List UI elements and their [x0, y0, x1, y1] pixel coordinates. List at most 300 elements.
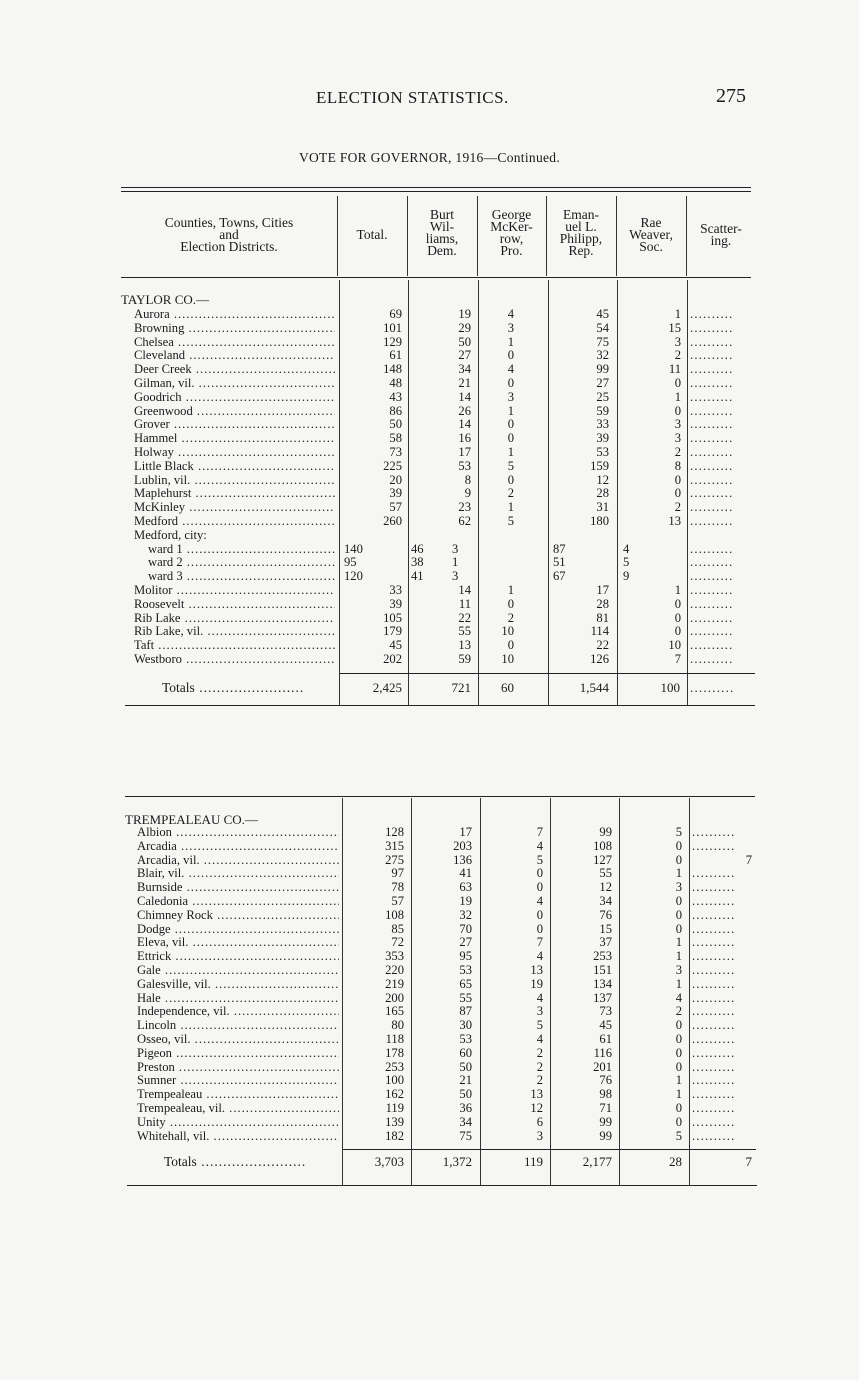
cell-weaver: 1: [675, 935, 682, 950]
cell-total: 33: [389, 583, 402, 597]
table-row: [0, 1061, 859, 1075]
cell-total: 253: [385, 1059, 404, 1074]
cell-williams: 16: [458, 431, 471, 446]
cell-williams: 41: [411, 569, 424, 584]
cell-total: 45: [389, 638, 402, 653]
cell-weaver: 0: [675, 894, 682, 908]
cell-scattering-dots: [692, 909, 752, 923]
district-name: Holway .....: [134, 446, 335, 460]
table-row: [0, 923, 859, 937]
cell-weaver: 2: [675, 1004, 682, 1019]
column-header-williams: [407, 209, 477, 257]
cell-williams: 11: [458, 596, 471, 611]
cell-philipp: 45: [599, 1018, 612, 1033]
cell-weaver: 0: [675, 838, 682, 853]
cell-total: 260: [383, 514, 402, 528]
cell-scattering-dots: [690, 460, 755, 474]
cell-weaver: 0: [675, 1059, 682, 1074]
cell-total: 178: [385, 1045, 404, 1060]
cell-mckerrow: 4: [536, 894, 543, 908]
cell-weaver: 2: [674, 500, 681, 515]
district-name: Grover .....: [134, 418, 335, 432]
cell-mckerrow: 1: [452, 555, 459, 570]
cell-weaver: 0: [675, 1101, 682, 1115]
table-row: [0, 322, 859, 336]
cell-williams: 46: [411, 541, 424, 556]
cell-scattering-dots: [692, 1074, 752, 1088]
taylor-totals-rule: [340, 673, 755, 674]
totals-row: [0, 681, 859, 695]
cell-mckerrow: 2: [536, 1059, 543, 1074]
cell-williams: 30: [459, 1018, 472, 1033]
table-row: [0, 584, 859, 598]
cell-weaver: 1: [675, 976, 682, 991]
district-name: Molitor .....: [134, 584, 335, 598]
cell-philipp: 27: [596, 376, 609, 390]
cell-weaver: 1: [674, 389, 681, 404]
cell-total: 57: [391, 894, 404, 908]
cell-weaver: 2: [674, 445, 681, 459]
cell-williams: 65: [459, 976, 472, 991]
cell-weaver: 4: [675, 990, 682, 1005]
cell-williams: 21: [459, 1073, 472, 1088]
table-row: [0, 501, 859, 515]
cell-total: 101: [383, 320, 402, 335]
cell-total: 61: [389, 348, 402, 363]
cell-scattering-dots: [690, 336, 755, 350]
cell-philipp: 81: [596, 610, 609, 625]
cell-total: 200: [385, 990, 404, 1005]
district-name: Cleveland .....: [134, 349, 335, 363]
cell-philipp: 151: [593, 963, 612, 977]
cell-weaver: 0: [675, 852, 682, 867]
cell-scattering-dots: [690, 570, 755, 584]
cell-weaver: 0: [675, 1018, 682, 1033]
cell-scattering-dots: [690, 446, 755, 460]
cell-weaver: 1: [674, 307, 681, 321]
cell-williams: 13: [458, 638, 471, 653]
cell-mckerrow: 60: [501, 680, 514, 695]
cell-mckerrow: 19: [530, 976, 543, 991]
cell-weaver: 0: [674, 486, 681, 501]
totals-label: Totals .....: [162, 681, 304, 695]
cell-williams: 50: [459, 1059, 472, 1074]
cell-williams: 41: [459, 866, 472, 881]
cell-mckerrow: 0: [536, 880, 543, 895]
cell-philipp: 15: [599, 921, 612, 936]
cell-total: 140: [344, 541, 363, 556]
column-header-mckerrow: [477, 209, 546, 257]
cell-scattering-dots: [692, 1130, 752, 1144]
cell-philipp: 31: [596, 500, 609, 515]
cell-philipp: 28: [596, 486, 609, 501]
cell-mckerrow: 7: [536, 825, 543, 839]
cell-mckerrow: 3: [536, 1004, 543, 1019]
table-row: [0, 336, 859, 350]
cell-williams: 87: [459, 1004, 472, 1019]
col-divider: [478, 280, 479, 706]
cell-williams: 14: [458, 417, 471, 432]
cell-weaver: 0: [674, 403, 681, 418]
column-header-weaver: [616, 217, 686, 253]
cell-scattering-dots: [692, 1088, 752, 1102]
district-name: Arcadia .....: [137, 840, 339, 854]
cell-mckerrow: 4: [536, 990, 543, 1005]
cell-total: 105: [383, 610, 402, 625]
cell-weaver: 0: [674, 376, 681, 390]
table-row: [0, 936, 859, 950]
top-rule: [121, 187, 751, 188]
cell-mckerrow: 4: [536, 1032, 543, 1046]
header-line: ing.: [710, 233, 732, 248]
totals-row: [0, 1155, 859, 1169]
cell-total: 220: [385, 963, 404, 977]
cell-scattering-dots: [692, 923, 752, 937]
cell-philipp: 201: [593, 1059, 612, 1074]
district-name: Albion .....: [137, 826, 339, 840]
col-divider: [342, 798, 343, 1185]
cell-mckerrow: 1: [507, 583, 514, 597]
district-name: Hammel .....: [134, 432, 335, 446]
cell-philipp: 116: [593, 1045, 612, 1060]
district-name: Westboro .....: [134, 653, 335, 667]
district-name: Rib Lake, vil. .....: [134, 625, 335, 639]
cell-mckerrow: 2: [536, 1045, 543, 1060]
cell-scattering-dots: [692, 950, 752, 964]
cell-williams: 50: [458, 334, 471, 349]
col-divider: [687, 280, 688, 706]
table-row: [0, 446, 859, 460]
header-line: Election Districts.: [180, 239, 278, 254]
cell-total: 73: [389, 445, 402, 459]
cell-mckerrow: 6: [536, 1114, 543, 1129]
table-row: [0, 363, 859, 377]
district-name: Independence, vil. .....: [137, 1005, 339, 1019]
cell-scattering-dots: [692, 895, 752, 909]
district-name: Burnside .....: [137, 881, 339, 895]
district-name: Deer Creek .....: [134, 363, 335, 377]
cell-weaver: 9: [623, 569, 630, 584]
cell-mckerrow: 1: [507, 403, 514, 418]
district-name: ward 3 .....: [148, 570, 335, 584]
cell-weaver: 0: [674, 472, 681, 487]
cell-total: 225: [383, 458, 402, 473]
table-caption: VOTE FOR GOVERNOR, 1916—Continued.: [298, 150, 561, 165]
cell-philipp: 76: [599, 1073, 612, 1088]
cell-total: 100: [385, 1073, 404, 1088]
cell-weaver: 0: [675, 1045, 682, 1060]
cell-philipp: 51: [553, 555, 566, 570]
district-name: Maplehurst .....: [134, 487, 335, 501]
cell-mckerrow: 1: [507, 334, 514, 349]
cell-weaver: 0: [675, 907, 682, 922]
cell-mckerrow: 0: [507, 417, 514, 432]
cell-weaver: 3: [674, 417, 681, 432]
cell-williams: 203: [453, 838, 472, 853]
header-line: Scatter-: [700, 221, 742, 236]
cell-scattering-dots: [692, 936, 752, 950]
cell-philipp: 180: [590, 514, 609, 528]
row-label: Medford, city:: [134, 527, 207, 542]
cell-philipp: 126: [590, 652, 609, 666]
cell-philipp: 33: [596, 417, 609, 432]
cell-total: 80: [391, 1018, 404, 1033]
table-row: [0, 1047, 859, 1061]
cell-philipp: 87: [553, 541, 566, 556]
col-divider: [339, 280, 340, 706]
cell-weaver: 1: [674, 583, 681, 597]
cell-scattering-dots: [690, 653, 755, 667]
district-name: Lublin, vil. .....: [134, 474, 335, 488]
cell-philipp: 108: [593, 838, 612, 853]
cell-weaver: 1: [675, 1073, 682, 1088]
cell-mckerrow: 0: [507, 431, 514, 446]
header-line: Counties, Towns, Cities: [164, 215, 294, 230]
cell-mckerrow: 10: [501, 624, 514, 639]
cell-scattering: 7: [745, 1154, 752, 1169]
cell-scattering-dots: [690, 625, 755, 639]
district-name: Blair, vil. .....: [137, 867, 339, 881]
cell-philipp: 99: [599, 1114, 612, 1129]
cell-williams: 62: [458, 514, 471, 528]
cell-weaver: 3: [675, 963, 682, 977]
cell-weaver: 3: [674, 334, 681, 349]
cell-total: 97: [391, 866, 404, 881]
header-line: Rep.: [568, 243, 594, 258]
table-row: [0, 1130, 859, 1144]
table-row: [0, 840, 859, 854]
cell-mckerrow: 0: [536, 921, 543, 936]
cell-total: 353: [385, 949, 404, 964]
cell-total: 120: [344, 569, 363, 584]
cell-scattering-dots: [690, 349, 755, 363]
cell-scattering-dots: [692, 1019, 752, 1033]
cell-mckerrow: 5: [536, 1018, 543, 1033]
cell-scattering-dots: [692, 992, 752, 1006]
cell-philipp: 22: [596, 638, 609, 653]
district-name: Preston .....: [137, 1061, 339, 1075]
district-name: Eleva, vil. .....: [137, 936, 339, 950]
district-name: Caledonia .....: [137, 895, 339, 909]
cell-total: 275: [385, 852, 404, 867]
district-name: Arcadia, vil. .....: [137, 854, 339, 868]
cell-mckerrow: 0: [536, 866, 543, 881]
cell-williams: 8: [464, 472, 471, 487]
cell-williams: 53: [459, 1032, 472, 1046]
table-row: [0, 474, 859, 488]
cell-weaver: 5: [675, 825, 682, 839]
header-line: and: [219, 227, 239, 242]
cell-scattering-dots: [692, 826, 752, 840]
cell-philipp: 159: [590, 458, 609, 473]
cell-philipp: 17: [596, 583, 609, 597]
cell-total: 39: [389, 596, 402, 611]
district-name: Galesville, vil. .....: [137, 978, 339, 992]
cell-philipp: 37: [599, 935, 612, 950]
district-name: Browning .....: [134, 322, 335, 336]
district-name: Unity .....: [137, 1116, 339, 1130]
col-divider: [408, 280, 409, 706]
cell-philipp: 12: [596, 472, 609, 487]
cell-weaver: 5: [623, 555, 630, 570]
cell-weaver: 11: [668, 362, 681, 377]
cell-mckerrow: 2: [507, 486, 514, 501]
cell-weaver: 15: [668, 320, 681, 335]
district-name: Osseo, vil. .....: [137, 1033, 339, 1047]
top-rule-2: [121, 191, 751, 192]
table-row: [0, 308, 859, 322]
cell-weaver: 1: [675, 866, 682, 881]
header-rule: [121, 277, 751, 278]
cell-mckerrow: 13: [530, 963, 543, 977]
cell-weaver: 28: [669, 1154, 682, 1169]
cell-philipp: 12: [599, 880, 612, 895]
cell-scattering-dots: [690, 598, 755, 612]
district-name: Hale .....: [137, 992, 339, 1006]
cell-philipp: 73: [599, 1004, 612, 1019]
cell-philipp: 34: [599, 894, 612, 908]
table-row: [0, 854, 859, 868]
header-line: Pro.: [500, 243, 523, 258]
cell-total: 162: [385, 1087, 404, 1102]
totals-label: Totals .....: [164, 1155, 306, 1169]
cell-mckerrow: 7: [536, 935, 543, 950]
cell-philipp: 61: [599, 1032, 612, 1046]
cell-williams: 38: [411, 555, 424, 570]
running-head: [0, 85, 859, 112]
col-divider: [550, 798, 551, 1185]
cell-mckerrow: 3: [507, 320, 514, 335]
district-name: Greenwood .....: [134, 405, 335, 419]
district-name: Medford .....: [134, 515, 335, 529]
cell-philipp: 2,177: [582, 1154, 612, 1169]
table-row: [0, 1088, 859, 1102]
cell-philipp: 253: [593, 949, 612, 964]
cell-williams: 23: [458, 500, 471, 515]
cell-scattering-dots: [692, 867, 752, 881]
cell-weaver: 0: [674, 596, 681, 611]
header-line: Total.: [356, 227, 388, 242]
cell-total: 50: [389, 417, 402, 432]
cell-williams: 9: [464, 486, 471, 501]
cell-mckerrow: 1: [507, 445, 514, 459]
cell-total: 148: [383, 362, 402, 377]
cell-williams: 26: [458, 403, 471, 418]
cell-williams: 21: [458, 376, 471, 390]
cell-philipp: 75: [596, 334, 609, 349]
table-row: [0, 1116, 859, 1130]
cell-weaver: 0: [675, 1032, 682, 1046]
cell-scattering-dots: [690, 363, 755, 377]
cell-weaver: 100: [660, 680, 680, 695]
cell-weaver: 0: [674, 610, 681, 625]
cell-mckerrow: 0: [507, 638, 514, 653]
table-row: [0, 487, 859, 501]
cell-total: 119: [385, 1101, 404, 1115]
cell-weaver: 5: [675, 1128, 682, 1143]
cell-philipp: 54: [596, 320, 609, 335]
cell-philipp: 137: [593, 990, 612, 1005]
col-divider: [619, 798, 620, 1185]
district-name: Roosevelt .....: [134, 598, 335, 612]
cell-total: 108: [385, 907, 404, 922]
cell-philipp: 55: [599, 866, 612, 881]
district-name: Chimney Rock .....: [137, 909, 339, 923]
cell-mckerrow: 4: [507, 307, 514, 321]
cell-philipp: 76: [599, 907, 612, 922]
cell-williams: 32: [459, 907, 472, 922]
table-row: [0, 515, 859, 529]
col-divider: [689, 798, 690, 1185]
cell-williams: 17: [458, 445, 471, 459]
cell-mckerrow: 5: [507, 514, 514, 528]
district-name: ward 1 .....: [148, 543, 335, 557]
trempealeau-totals-rule: [343, 1149, 756, 1150]
district-name: Gale .....: [137, 964, 339, 978]
cell-mckerrow: 5: [536, 852, 543, 867]
cell-scattering-dots: [690, 391, 755, 405]
cell-philipp: 1,544: [579, 680, 609, 695]
cell-philipp: 25: [596, 389, 609, 404]
cell-scattering-dots: [692, 1033, 752, 1047]
cell-mckerrow: 0: [507, 376, 514, 390]
cell-scattering-dots: [690, 322, 755, 336]
cell-weaver: 2: [674, 348, 681, 363]
table-row: [0, 978, 859, 992]
cell-total: 202: [383, 652, 402, 666]
cell-weaver: 0: [675, 921, 682, 936]
cell-williams: 14: [458, 389, 471, 404]
district-name: Gilman, vil. .....: [134, 377, 335, 391]
cell-scattering-dots: [690, 584, 755, 598]
header-line: Rae: [640, 215, 662, 230]
column-header-districts: [121, 217, 337, 253]
cell-scattering-dots: [692, 1116, 752, 1130]
table-row: [0, 570, 859, 584]
cell-scattering-dots: [690, 681, 755, 695]
cell-williams: 29: [458, 320, 471, 335]
district-name: Aurora .....: [134, 308, 335, 322]
cell-williams: 59: [458, 652, 471, 666]
cell-philipp: 67: [553, 569, 566, 584]
cell-williams: 22: [458, 610, 471, 625]
cell-weaver: 10: [668, 638, 681, 653]
cell-total: 85: [391, 921, 404, 936]
cell-scattering-dots: [692, 1102, 752, 1116]
cell-mckerrow: 4: [536, 838, 543, 853]
cell-mckerrow: 0: [507, 348, 514, 363]
table-row: [0, 377, 859, 391]
cell-mckerrow: 12: [530, 1101, 543, 1115]
cell-mckerrow: 10: [501, 652, 514, 666]
cell-total: 43: [389, 389, 402, 404]
cell-total: 219: [385, 976, 404, 991]
cell-williams: 34: [459, 1114, 472, 1129]
table-row: [0, 391, 859, 405]
district-name: Sumner .....: [137, 1074, 339, 1088]
cell-williams: 63: [459, 880, 472, 895]
district-name: Whitehall, vil. .....: [137, 1130, 339, 1144]
cell-mckerrow: 3: [536, 1128, 543, 1143]
cell-mckerrow: 4: [507, 362, 514, 377]
cell-scattering-dots: [690, 612, 755, 626]
cell-total: 165: [385, 1004, 404, 1019]
cell-williams: 70: [459, 921, 472, 936]
cell-williams: 36: [459, 1101, 472, 1115]
cell-williams: 75: [459, 1128, 472, 1143]
cell-mckerrow: 119: [523, 1154, 543, 1169]
district-name: Trempealeau, vil. .....: [137, 1102, 339, 1116]
